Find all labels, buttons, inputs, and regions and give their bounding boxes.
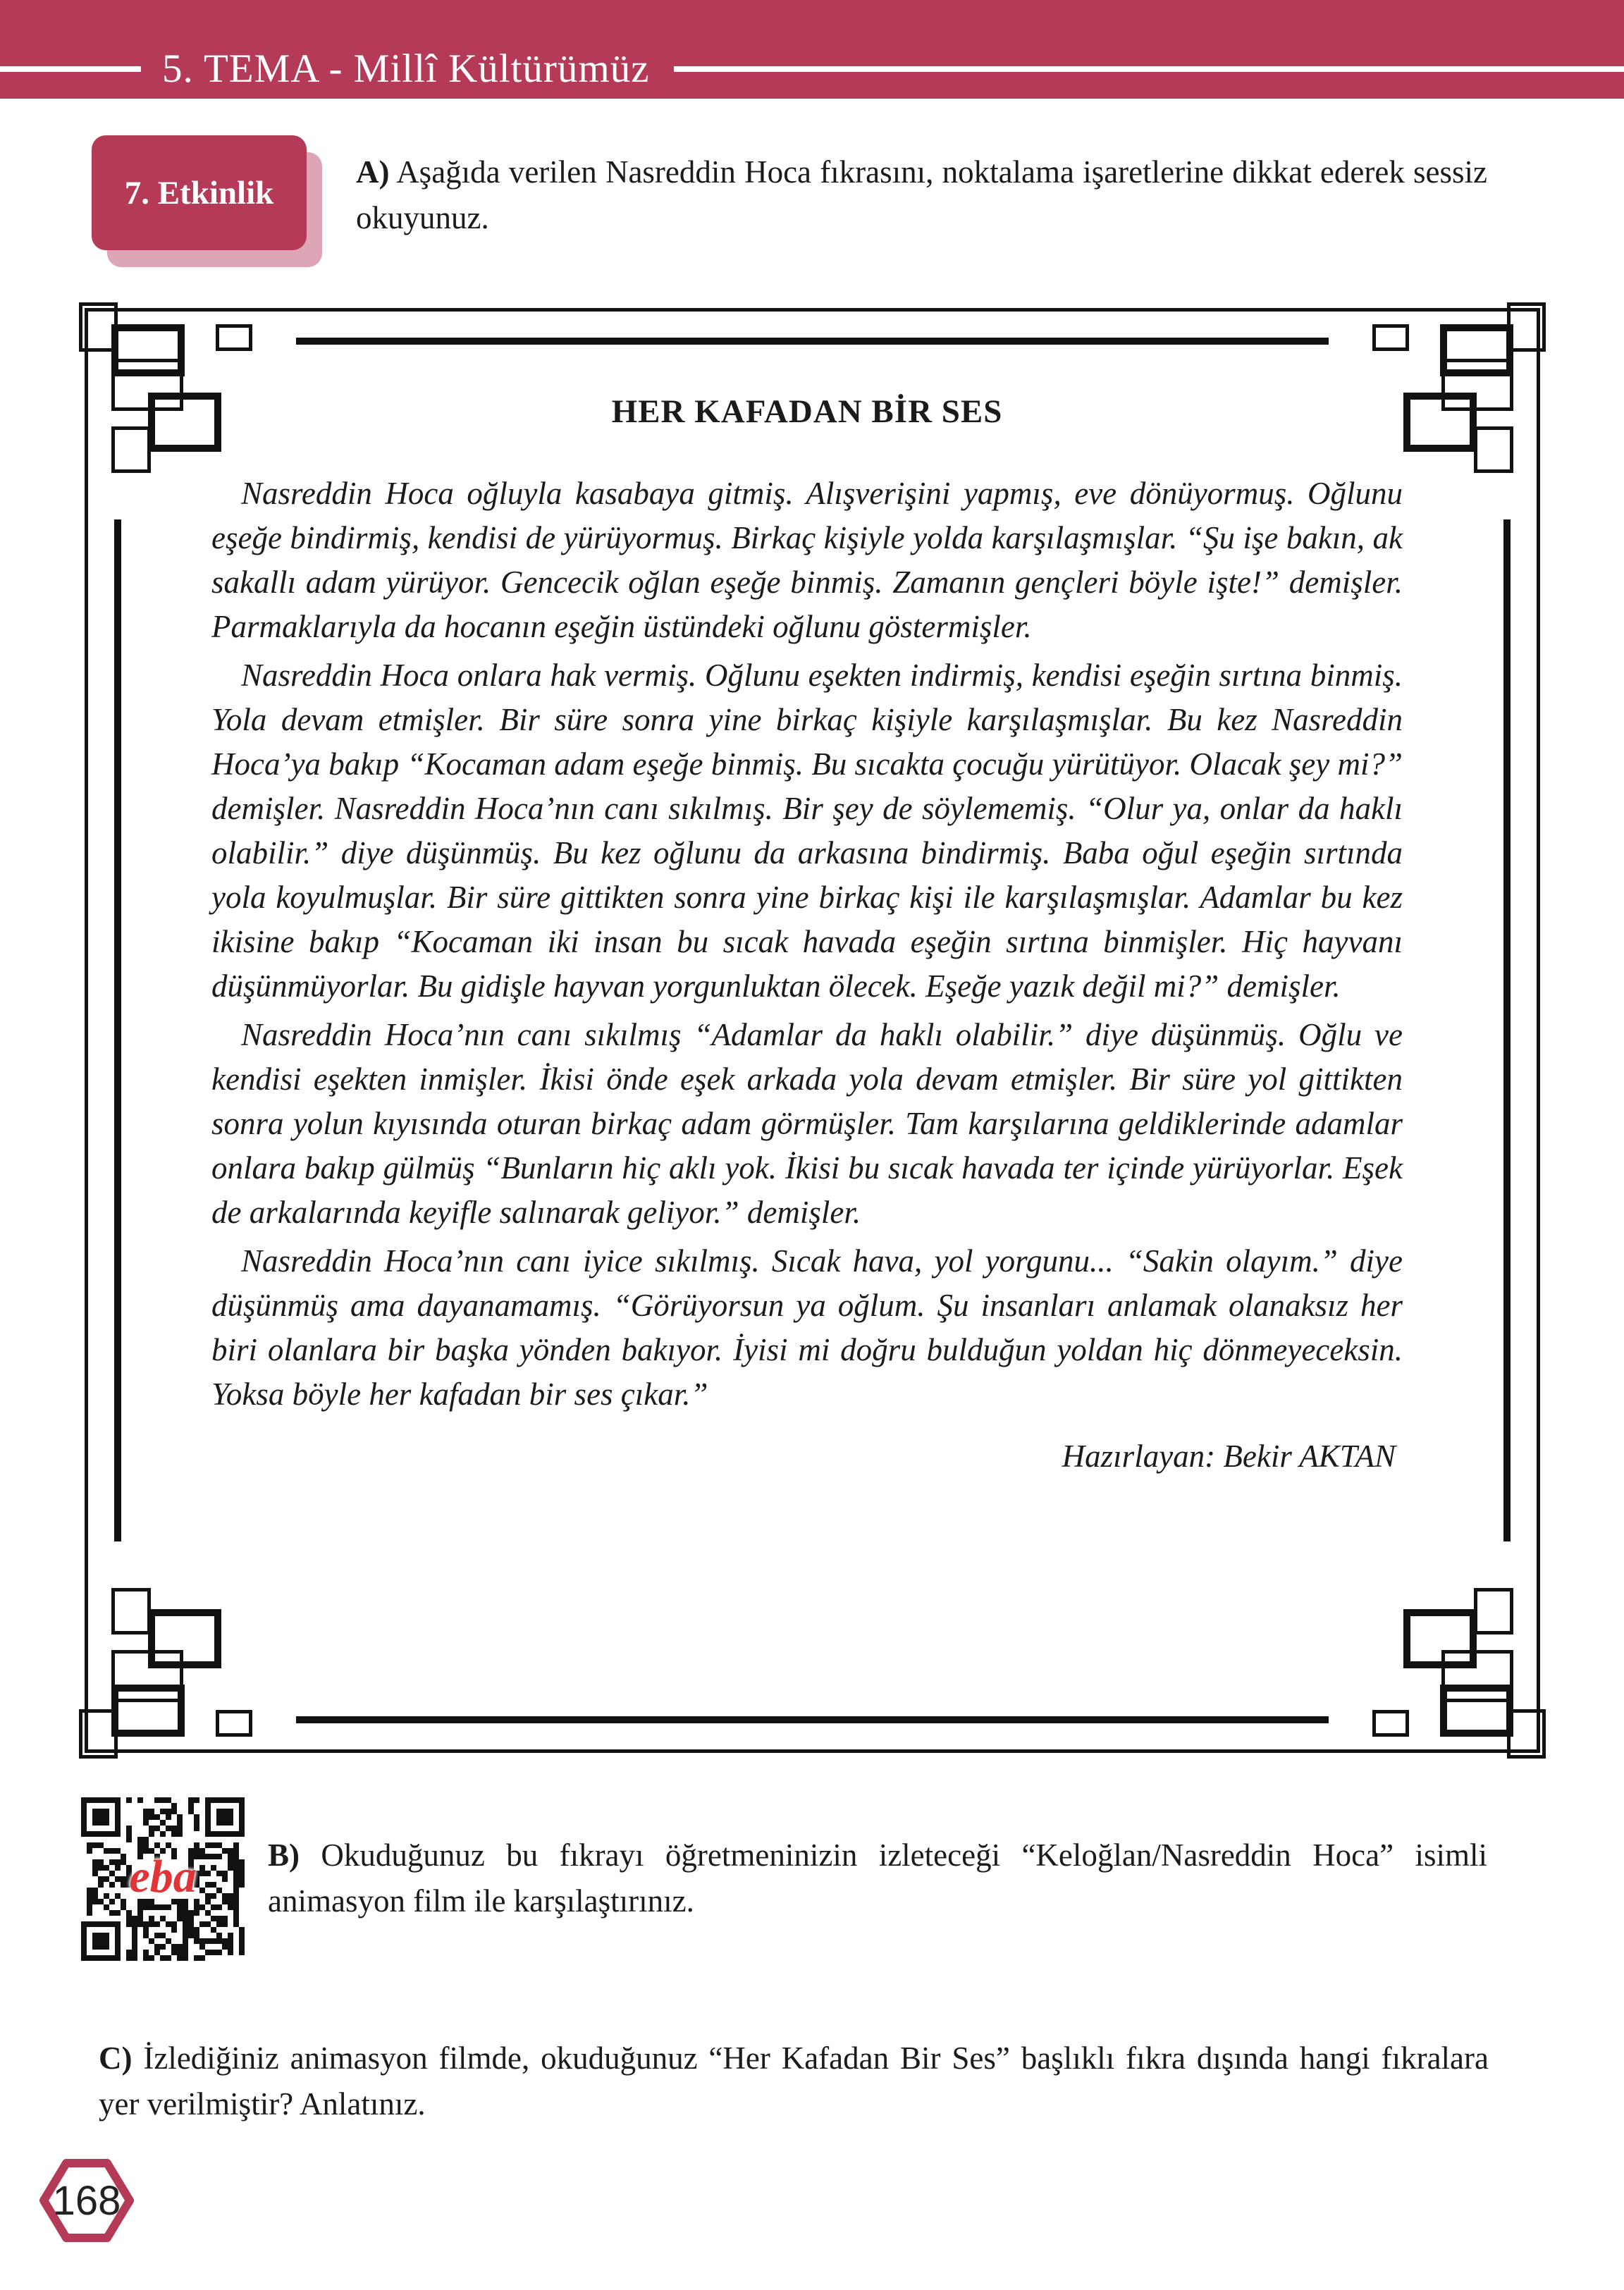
frame-inner-border-top [296, 338, 1329, 345]
section-b-text: Okuduğunuz bu fıkrayı öğretmeninizin izleteceği “Keloğlan/Nasreddin Hoca” isimli animasyon film ile karşılaştırınız. [268, 1837, 1487, 1919]
section-a [356, 149, 1487, 241]
story-byline: Hazırlayan: Bekir AKTAN [1062, 1439, 1396, 1474]
header-rule-right [674, 66, 1624, 72]
frame-inner-border-left [114, 519, 121, 1541]
section-a-text: Aşağıda verilen Nasreddin Hoca fıkrasını, noktalama işaretlerine dikkat ederek sessiz okuyunuz. [356, 154, 1487, 235]
section-c-text: İzlediğiniz animasyon filmde, okuduğunuz “Her Kafadan Bir Ses” başlıklı fıkra dışında hangi fıkralara yer verilmiştir? Anlatınız. [99, 2040, 1489, 2122]
section-a-label: A) [356, 154, 390, 190]
story-body [211, 393, 1403, 1475]
frame-inner-border-right [1503, 519, 1511, 1541]
story-paragraph: Nasreddin Hoca’nın canı sıkılmış “Adamlar da haklı olabilir.” diye düşünmüş. Oğlu ve kendisi eşekten inmişler. İkisi önde eşek arkada yola devam etmişler. Bir süre yol gittikten sonra yolun kıyısında oturan birkaç adam görmüşler. Tam karşılarına geldiklerinde adamlar onlara bakıp gülmüş “Bunların hiç aklı yok. İkisi bu sıcak havada ter içinde yürüyorlar. Eşek de arkalarında keyifle salınarak geliyor.” demişler. [211, 1017, 1403, 1230]
frame-corner-ornament-bottom-right [1320, 1533, 1546, 1759]
section-c [99, 2036, 1489, 2127]
section-b [268, 1833, 1487, 1924]
story-paragraph: Nasreddin Hoca’nın canı iyice sıkılmış. Sıcak hava, yol yorgunu... “Sakin olayım.” diye düşünmüş ama dayanamamış. “Görüyorsun ya oğlum. Şu insanları anlamak olanaksız her biri olanlara bir başka yönden bakıyor. İyisi mi doğru bulduğun yoldan hiç dönmeyeceksin. Yoksa böyle her kafadan bir ses çıkar.” [211, 1243, 1403, 1412]
page-number: 168 [52, 2177, 121, 2224]
section-c-label: C) [99, 2040, 133, 2076]
header-rule-left [0, 66, 141, 72]
theme-header-bar [0, 0, 1624, 99]
activity-badge [92, 135, 335, 280]
section-b-label: B) [268, 1837, 300, 1873]
story-title: HER KAFADAN BİR SES [611, 393, 1003, 430]
activity-badge-box [92, 135, 307, 250]
page-title: 5. TEMA - Millî Kültürümüz [162, 47, 650, 91]
frame-inner-border-bottom [296, 1716, 1329, 1723]
frame-corner-ornament-bottom-left [79, 1533, 304, 1759]
story-paragraph: Nasreddin Hoca onlara hak vermiş. Oğlunu eşekten indirmiş, kendisi eşeğin sırtına binmiş. Yola devam etmişler. Bir süre sonra yine birkaç kişiyle karşılaşmışlar. Bu kez Nasreddin Hoca’ya bakıp “Kocaman adam eşeğe binmiş. Bu sıcakta çocuğu yürütüyor. Olacak şey mi?” demişler. Nasreddin Hoca’nın canı sıkılmış. Bir şey de söylememiş. “Olur ya, onlar da haklı olabilir.” diye düşünmüş. Bu kez oğlunu da arkasına bindirmiş. Baba oğul eşeğin sırtında yola koyulmuşlar. Bir süre gittikten sonra yine birkaç kişi ile karşılaşmışlar. Adamlar bu kez ikisine bakıp “Kocaman iki insan bu sıcak havada eşeğin sırtına binmişler. Hiç hayvanı düşünmüyorlar. Bu gidişle hayvan yorgunluktan ölecek. Eşeğe yazık değil mi?” demişler. [211, 658, 1403, 1004]
eba-logo: eba [129, 1850, 197, 1902]
story-paragraph: Nasreddin Hoca oğluyla kasabaya gitmiş. Alışverişini yapmış, eve dönüyormuş. Oğlunu eşeğe bindirmiş, kendisi de yürüyormuş. Birkaç kişiyle yolda karşılaşmışlar. “Şu işe bakın, ak sakallı adam yürüyor. Gencecik oğlan eşeğe binmiş. Zamanın gençleri böyle işte!” demişler. Parmaklarıyla da hocanın eşeğin üstündeki oğlunu göstermişler. [211, 476, 1403, 644]
qr-code [81, 1797, 245, 1961]
story-frame [85, 308, 1540, 1753]
page-number-badge [37, 2154, 137, 2247]
activity-badge-label: 7. Etkinlik [124, 174, 274, 211]
